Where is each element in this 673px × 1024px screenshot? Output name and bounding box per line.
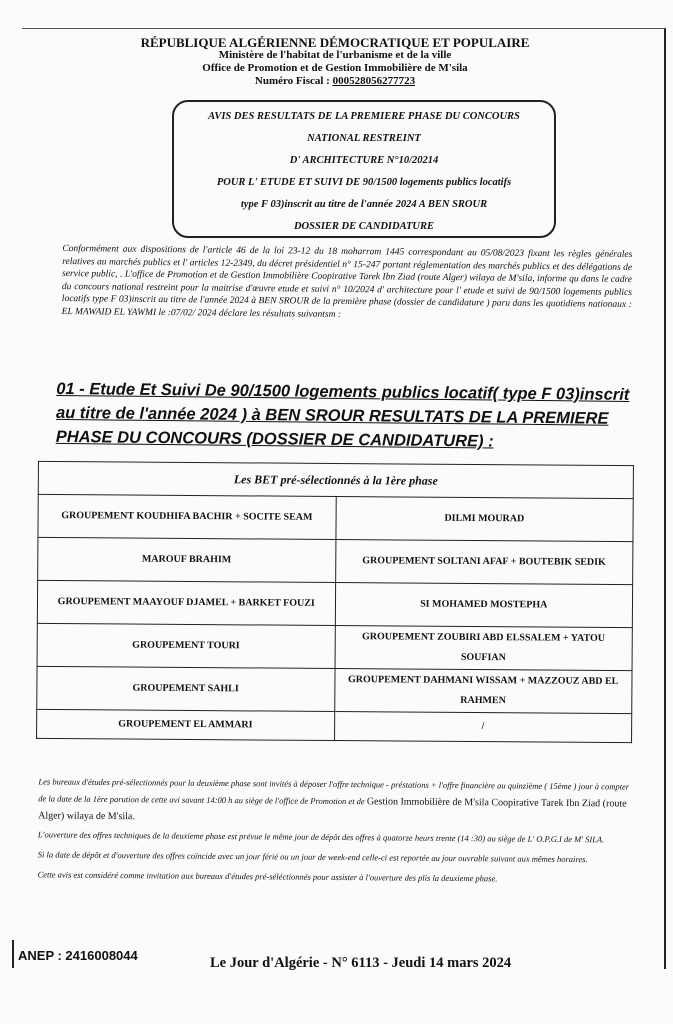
table-cell: GROUPEMENT ZOUBIRI ABD ELSSALEM + YATOU SOUFIAN	[335, 625, 633, 670]
table-row	[38, 537, 633, 584]
table-cell: GROUPEMENT TOURI	[37, 623, 335, 668]
ministry: Ministère de l'habitat de l'urbanisme et de la ville	[218, 49, 452, 61]
table-row	[38, 494, 633, 541]
results-table	[36, 461, 634, 743]
note-2: L'ouverture des offres techniques de la deuxieme phase est prévue le même jour de dépôt des offres à quatorze heurs trente (14 :30) au siège de L' O.P.G.I de M' SILA.	[37, 829, 605, 845]
table-row	[37, 709, 632, 742]
notice-line: D' ARCHITECTURE N°10/20214	[289, 155, 439, 166]
table-cell: DILMI MOURAD	[335, 497, 633, 542]
table-cell: GROUPEMENT SAHLI	[37, 666, 335, 711]
table-row	[37, 580, 632, 627]
notice-title-box	[172, 100, 556, 238]
notice-line: AVIS DES RESULTATS DE LA PREMIERE PHASE DU CONCOURS	[208, 111, 520, 122]
table-cell: MAROUF BRAHIM	[38, 537, 336, 582]
publication-line: Le Jour d'Algérie - N° 6113 - Jeudi 14 mars 2024	[210, 955, 512, 971]
table-cell: GROUPEMENT MAAYOUF DJAMEL + BARKET FOUZI	[37, 580, 335, 625]
notice-line: POUR L' ETUDE ET SUIVI DE 90/1500 logements publics locatifs	[216, 177, 512, 188]
notice-line: NATIONAL RESTREINT	[307, 133, 421, 144]
note-3: Si la date de dépôt et d'ouverture des offres coïncide avec un jour férié ou un jour de week-end celle-ci est reportée au jour ouvrable suivant aux mêmes horaires.	[37, 849, 588, 865]
table-row	[37, 623, 632, 670]
intro-paragraph: Conformément aux dispositions de l'article 46 de la loi 23-12 du 18 moharram 1445 correspondant au 05/08/2023 fixant les règles générales relatives au marchés publics et l' articles 12-2349, du décret présidentiel n° 15-247 portant réglementation des marchés publics et des délégations de service public, . L'office de Promotion et de Gestion Immobilière Coopirative Tarek Ibn Ziad (route Alger) wilaya de M'sila, informe qu dans le cadre du concours national restreint pour la maitrise d'œuvre etude et suivi n° 10/2024 d' architecture pour l' etude et suivi de 90/1500 logements publics locatifs type F 03)inscrit au titre de l'année 2024 à BEN SROUR de la première phase (dossier de candidature ) paru dans les quotidiens nationaux : EL MAWAID EL YAWMI le :07/02/ 2024 déclare les résultats suivantsm :	[61, 244, 633, 320]
table-cell: /	[334, 711, 632, 742]
table-row	[37, 666, 632, 713]
notice-line: DOSSIER DE CANDIDATURE	[293, 221, 435, 232]
republic-title: RÉPUBLIQUE ALGÉRIENNE DÉMOCRATIQUE ET POPULAIRE	[140, 35, 530, 50]
table-cell: GROUPEMENT DAHMANI WISSAM + MAZZOUZ ABD EL RAHMEN	[334, 668, 632, 713]
table-cell: SI MOHAMED MOSTEPHA	[335, 583, 633, 628]
page-border-left	[12, 940, 14, 968]
table-header: Les BET pré-sélectionnés à la 1ère phase	[38, 461, 633, 498]
table-cell: GROUPEMENT EL AMMARI	[37, 709, 335, 740]
results-heading: 01 - Etude Et Suivi De 90/1500 logements publics locatif( type F 03)inscrit au titre de l'année 2024 ) à BEN SROUR RESULTATS DE LA PREMIERE PHASE DU CONCOURS (DOSSIER DE CANDIDATURE) :	[55, 379, 630, 451]
notes	[38, 773, 639, 889]
office-name: Office de Promotion et de Gestion Immobilière de M'sila	[202, 62, 468, 74]
notice-line: type F 03)inscrit au titre de l'année 2024 A BEN SROUR	[240, 199, 488, 210]
note-1: Les bureaux d'études pré-sélectionnés pour la deuxième phase sont invités à déposer l'offre technique - préstations + l'offre financière au quinzième ( 15ème ) jour à compter de la date de la 1ère parution de cette avi savant 14:00 h au siège de l'office de Promotion et de Gestion Immobilière de M'sila Coopirative Tarek Ibn Ziad (route Alger) wilaya de M'sila.	[38, 776, 630, 823]
letterhead	[120, 36, 550, 88]
anep-reference: ANEP : 2416008044	[18, 948, 138, 963]
table-cell: GROUPEMENT SOLTANI AFAF + BOUTEBIK SEDIK	[335, 540, 633, 585]
table-cell: GROUPEMENT KOUDHIFA BACHIR + SOCITE SEAM	[38, 494, 336, 539]
fiscal-number: Numéro Fiscal : 000528056277723	[254, 75, 416, 87]
note-4: Cette avis est considéré comme invitation aux bureaux d'études pré-séléctionnés pour assister à l'ouverture des plis la deuxieme phase.	[37, 869, 498, 884]
